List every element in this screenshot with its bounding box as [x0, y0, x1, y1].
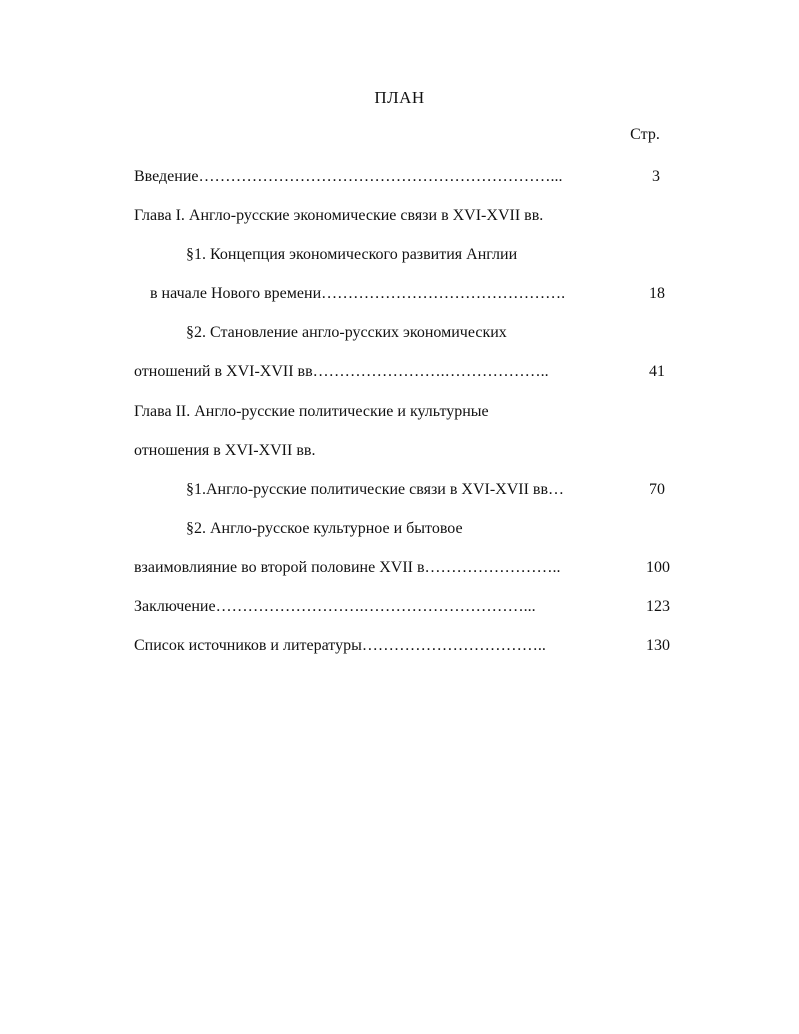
toc-entry-introduction: Введение…………………………………………………………...: [134, 168, 563, 185]
toc-entry-section-2-2-line-2: взаимовлияние во второй половине XVII в……………………..: [134, 559, 561, 576]
toc-entry-section-2-2-line-1: §2. Англо-русское культурное и бытовое: [186, 520, 463, 537]
toc-entry-section-1-1-line-2: в начале Нового времени……………………………………….: [150, 285, 566, 302]
toc-entry-section-1-1-line-1: §1. Концепция экономического развития Англии: [186, 246, 518, 263]
toc-entry-references: Список источников и литературы……………………………..: [134, 637, 546, 654]
toc-entry-section-2-1: §1.Англо-русские политические связи в XVI-XVII вв…: [186, 481, 565, 498]
page-column-header: Стр.: [630, 126, 660, 143]
toc-page-section-2-2: 100: [646, 559, 670, 576]
toc-entry-chapter-2-line-2: отношения в XVI-XVII вв.: [134, 442, 316, 459]
toc-page-section-1-1: 18: [649, 285, 665, 302]
toc-entry-chapter-2-line-1: Глава II. Англо-русские политические и культурные: [134, 403, 489, 420]
toc-entry-conclusion: Заключение……………………….…………………………...: [134, 598, 536, 615]
toc-page-section-1-2: 41: [649, 363, 665, 380]
toc-entry-section-1-2-line-2: отношений в XVI-XVII вв…………………….………………..: [134, 363, 549, 380]
toc-entry-chapter-1: Глава I. Англо-русские экономические связи в XVI-XVII вв.: [134, 207, 544, 224]
toc-page-introduction: 3: [652, 168, 660, 185]
page-title: ПЛАН: [374, 88, 425, 107]
toc-entry-section-1-2-line-1: §2. Становление англо-русских экономических: [186, 324, 507, 341]
toc-page-references: 130: [646, 637, 670, 654]
toc-page-section-2-1: 70: [649, 481, 665, 498]
toc-page-conclusion: 123: [646, 598, 670, 615]
